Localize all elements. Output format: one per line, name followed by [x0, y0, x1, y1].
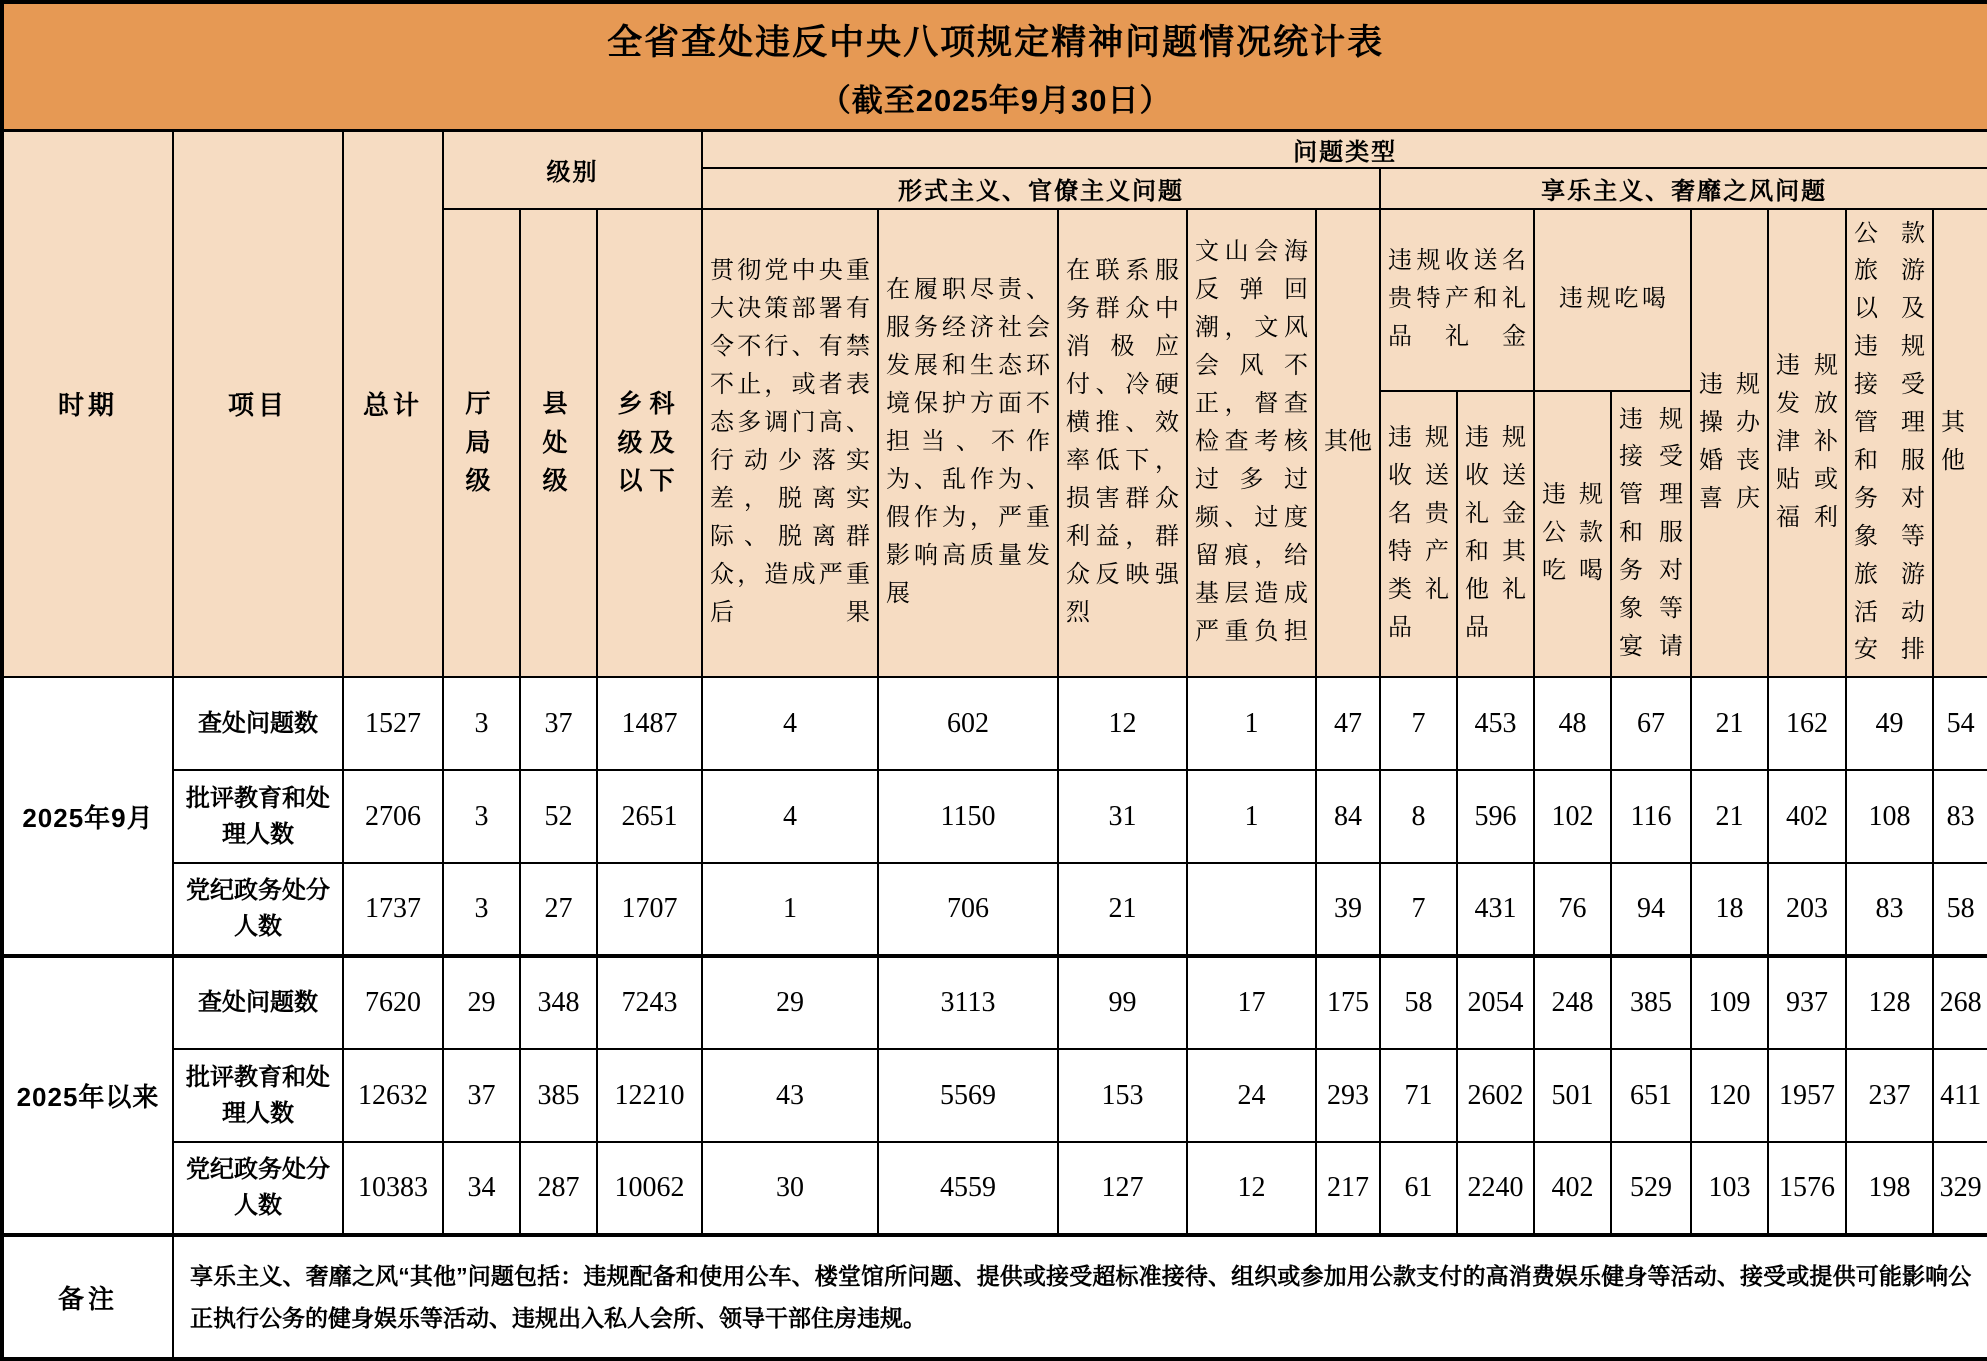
data-cell: 4559: [878, 1142, 1058, 1235]
data-cell: 12: [1058, 677, 1187, 770]
data-cell: 10383: [343, 1142, 443, 1235]
data-cell: 58: [1933, 863, 1987, 956]
data-cell: 21: [1058, 863, 1187, 956]
data-cell: 217: [1316, 1142, 1380, 1235]
data-cell: 1576: [1768, 1142, 1846, 1235]
data-cell: 3: [443, 677, 520, 770]
header-gifts-group: 违规收送名贵特产和礼品礼金: [1380, 209, 1534, 391]
header-formalism-col-4: 文山会海反弹回潮，文风会风不正，督查检查考核过多过频、过度留痕，给基层造成严重负担: [1187, 209, 1316, 678]
row-label: 批评教育和处理人数: [173, 1049, 343, 1142]
data-cell: 1737: [343, 863, 443, 956]
period-label-ytd: 2025年以来: [2, 956, 173, 1235]
data-cell: 153: [1058, 1049, 1187, 1142]
data-cell: 39: [1316, 863, 1380, 956]
data-cell: 1150: [878, 770, 1058, 863]
data-cell: 385: [1611, 956, 1691, 1049]
data-cell: 7243: [597, 956, 702, 1049]
data-cell: 453: [1457, 677, 1534, 770]
data-cell: 596: [1457, 770, 1534, 863]
data-cell: 1: [1187, 677, 1316, 770]
data-cell: 29: [443, 956, 520, 1049]
data-cell: 293: [1316, 1049, 1380, 1142]
header-problem-type-group: 问题类型: [702, 130, 1987, 168]
row-label: 党纪政务处分人数: [173, 1142, 343, 1235]
page-subtitle: （截至2025年9月30日）: [819, 82, 1172, 118]
data-cell: 99: [1058, 956, 1187, 1049]
data-cell: 108: [1846, 770, 1933, 863]
data-cell: 47: [1316, 677, 1380, 770]
data-cell: 128: [1846, 956, 1933, 1049]
header-formalism-other: 其他: [1316, 209, 1380, 678]
data-cell: 1527: [343, 677, 443, 770]
header-formalism-col-2: 在履职尽责、服务经济社会发展和生态环境保护方面不担当、不作为、乱作为、假作为，严重影响高质量发展: [878, 209, 1058, 678]
data-cell: 43: [702, 1049, 878, 1142]
data-cell: 431: [1457, 863, 1534, 956]
data-cell: 602: [878, 677, 1058, 770]
data-cell: 706: [878, 863, 1058, 956]
data-cell: 2602: [1457, 1049, 1534, 1142]
data-cell: 402: [1768, 770, 1846, 863]
header-hedonism-group: 享乐主义、奢靡之风问题: [1380, 168, 1987, 209]
period-label-sept: 2025年9月: [2, 677, 173, 956]
data-cell: 268: [1933, 956, 1987, 1049]
data-cell: 1487: [597, 677, 702, 770]
data-cell: 109: [1691, 956, 1768, 1049]
data-cell: 49: [1846, 677, 1933, 770]
data-cell: 12: [1187, 1142, 1316, 1235]
header-formalism-group: 形式主义、官僚主义问题: [702, 168, 1380, 209]
data-cell: 61: [1380, 1142, 1457, 1235]
header-eating-group: 违规吃喝: [1534, 209, 1691, 391]
data-cell: 529: [1611, 1142, 1691, 1235]
data-cell: 2706: [343, 770, 443, 863]
data-cell: 84: [1316, 770, 1380, 863]
data-cell: 2054: [1457, 956, 1534, 1049]
data-cell: 162: [1768, 677, 1846, 770]
data-cell: 18: [1691, 863, 1768, 956]
data-cell: 58: [1380, 956, 1457, 1049]
data-cell: 37: [443, 1049, 520, 1142]
data-cell: 411: [1933, 1049, 1987, 1142]
data-cell: 248: [1534, 956, 1611, 1049]
header-period: 时期: [2, 130, 173, 677]
data-cell: 52: [520, 770, 597, 863]
header-formalism-col-1: 贯彻党中央重大决策部署有令不行、有禁不止，或者表态多调门高、行动少落实差，脱离实际、脱离群众，造成严重后果: [702, 209, 878, 678]
data-cell: 7: [1380, 863, 1457, 956]
header-public-funded-travel: 公款旅游以及违规接受管理和服务对象等旅游活动安排: [1846, 209, 1933, 678]
data-cell: 102: [1534, 770, 1611, 863]
data-cell: 48: [1534, 677, 1611, 770]
header-hedonism-other: 其他: [1933, 209, 1987, 678]
data-cell: 27: [520, 863, 597, 956]
data-cell: 198: [1846, 1142, 1933, 1235]
data-cell: 12632: [343, 1049, 443, 1142]
data-cell: 8: [1380, 770, 1457, 863]
data-cell: 29: [702, 956, 878, 1049]
data-cell: 501: [1534, 1049, 1611, 1142]
data-cell: 34: [443, 1142, 520, 1235]
data-cell: 120: [1691, 1049, 1768, 1142]
data-cell: 203: [1768, 863, 1846, 956]
data-cell: 7620: [343, 956, 443, 1049]
data-cell: 71: [1380, 1049, 1457, 1142]
data-cell: 385: [520, 1049, 597, 1142]
data-cell: 17: [1187, 956, 1316, 1049]
row-label: 批评教育和处理人数: [173, 770, 343, 863]
data-cell: 76: [1534, 863, 1611, 956]
data-cell: 5569: [878, 1049, 1058, 1142]
data-cell: 3: [443, 770, 520, 863]
data-cell: 287: [520, 1142, 597, 1235]
data-cell: 30: [702, 1142, 878, 1235]
data-cell: 237: [1846, 1049, 1933, 1142]
data-cell: 175: [1316, 956, 1380, 1049]
data-cell: 402: [1534, 1142, 1611, 1235]
data-cell: 937: [1768, 956, 1846, 1049]
data-cell: 3113: [878, 956, 1058, 1049]
data-cell: 21: [1691, 770, 1768, 863]
data-cell: 2651: [597, 770, 702, 863]
data-cell: 37: [520, 677, 597, 770]
data-cell: 12210: [597, 1049, 702, 1142]
data-cell: 31: [1058, 770, 1187, 863]
data-cell: 24: [1187, 1049, 1316, 1142]
data-cell: 10062: [597, 1142, 702, 1235]
title-band: [2, 2, 1987, 130]
data-cell: 329: [1933, 1142, 1987, 1235]
data-cell: 94: [1611, 863, 1691, 956]
data-cell: 2240: [1457, 1142, 1534, 1235]
header-weddings-funerals: 违规操办婚丧喜庆: [1691, 209, 1768, 678]
data-cell: 21: [1691, 677, 1768, 770]
header-eating-banquets: 违规接受管理和服务对象等宴请: [1611, 391, 1691, 677]
header-level-township: 乡科级及以下: [597, 209, 702, 678]
data-cell: 116: [1611, 770, 1691, 863]
row-label: 查处问题数: [173, 956, 343, 1049]
data-cell: 7: [1380, 677, 1457, 770]
note-text: 享乐主义、奢靡之风“其他”问题包括：违规配备和使用公车、楼堂馆所问题、提供或接受超标准接待、组织或参加用公款支付的高消费娱乐健身等活动、接受或提供可能影响公正执行公务的健身娱乐等活动、违规出入私人会所、领导干部住房违规。: [173, 1235, 1987, 1359]
data-cell: 3: [443, 863, 520, 956]
data-cell: 348: [520, 956, 597, 1049]
row-label: 查处问题数: [173, 677, 343, 770]
header-level-county: 县处级: [520, 209, 597, 678]
header-eating-public-funds: 违规公款吃喝: [1534, 391, 1611, 677]
data-cell: 1: [1187, 770, 1316, 863]
page-title: 全省查处违反中央八项规定精神问题情况统计表: [607, 22, 1385, 62]
header-level-dept: 厅局级: [443, 209, 520, 678]
data-cell: 1707: [597, 863, 702, 956]
header-gifts-specialty: 违规收送名贵特产类礼品: [1380, 391, 1457, 677]
header-gifts-cash: 违规收送礼金和其他礼品: [1457, 391, 1534, 677]
header-allowances: 违规发放津补贴或福利: [1768, 209, 1846, 678]
data-cell: 1957: [1768, 1049, 1846, 1142]
data-cell: 127: [1058, 1142, 1187, 1235]
header-item: 项目: [173, 130, 343, 677]
data-cell: 4: [702, 770, 878, 863]
data-cell: 83: [1846, 863, 1933, 956]
header-level-group: 级别: [443, 130, 702, 209]
data-cell: 54: [1933, 677, 1987, 770]
data-cell: [1187, 863, 1316, 956]
data-cell: 4: [702, 677, 878, 770]
header-total: 总计: [343, 130, 443, 677]
row-label: 党纪政务处分人数: [173, 863, 343, 956]
data-cell: 1: [702, 863, 878, 956]
note-label: 备注: [2, 1235, 173, 1359]
data-cell: 103: [1691, 1142, 1768, 1235]
data-cell: 83: [1933, 770, 1987, 863]
data-cell: 651: [1611, 1049, 1691, 1142]
data-cell: 67: [1611, 677, 1691, 770]
header-formalism-col-3: 在联系服务群众中消极应付、冷硬横推、效率低下，损害群众利益，群众反映强烈: [1058, 209, 1187, 678]
